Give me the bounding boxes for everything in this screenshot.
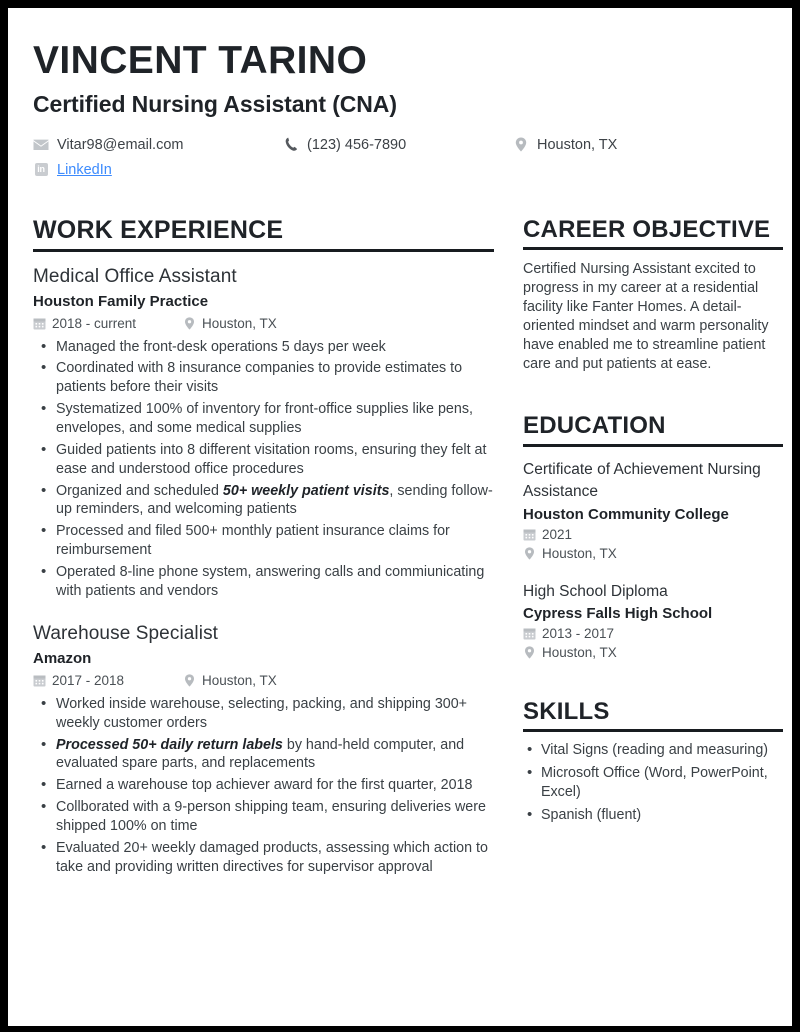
bullet-text: Systematized 100% of inventory for front-office supplies like pens, envelopes, and some medical supplies [56, 401, 473, 437]
section-divider [33, 249, 494, 252]
education-dates [523, 626, 783, 641]
education-school: Cypress Falls High School [523, 605, 713, 623]
resume-page [8, 8, 792, 1026]
job-bullet [33, 839, 494, 877]
job-dates-text: 2017 - 2018 [52, 672, 125, 688]
job-dates-text: 2018 - current [52, 315, 137, 331]
bullet-text-tail: , sending follow-up reminders, and welcoming patients [56, 482, 493, 518]
education-dates-text: 2013 - 2017 [542, 626, 615, 642]
calendar-icon [523, 528, 536, 541]
job-bullet [33, 441, 494, 479]
calendar-icon [523, 627, 536, 640]
contact-line-2 [33, 157, 767, 182]
job-organization: Houston Family Practice [33, 292, 209, 310]
location-pin-icon [513, 137, 529, 153]
location-pin-icon [523, 646, 536, 659]
bullet-text: Evaluated 20+ weekly damaged products, assessing which action to take and providing written directives for supervisor approval [56, 839, 488, 875]
contact-line-1 [33, 132, 767, 157]
education-school: Houston Community College [523, 505, 729, 523]
education-degree: Certificate of Achievement Nursing Assistance [523, 460, 761, 501]
job-bullet [33, 798, 494, 836]
work-experience-heading: WORK EXPERIENCE [33, 216, 284, 245]
location-pin-icon [183, 317, 196, 330]
skills-section [523, 698, 783, 825]
location-pin-icon [183, 674, 196, 687]
bullet-text: Organized and scheduled [56, 482, 223, 499]
job-bullet-list [33, 338, 494, 601]
education-location [523, 546, 783, 561]
bullet-text: Operated 8-line phone system, answering calls and commiunicating with patients and vendors [56, 564, 485, 599]
candidate-name: VINCENT TARINO [33, 39, 368, 82]
career-objective-section [523, 216, 783, 374]
job-bullet-list [33, 695, 494, 877]
education-dates-text: 2021 [542, 526, 573, 542]
education-location-text: Houston, TX [542, 645, 617, 661]
career-objective-text: Certified Nursing Assistant excited to progress in my career at a residential facility like Fanter Homes. A detail-oriented mindset and warm personality have enabled me to streamline patient care and put patients at ease. [523, 261, 769, 373]
bullet-emphasis: 50+ weekly patient visits [222, 482, 390, 499]
job-location [183, 673, 277, 688]
education-dates [523, 527, 783, 542]
job-role: Medical Office Assistant [33, 265, 237, 287]
calendar-icon [33, 674, 46, 687]
location-text: Houston, TX [537, 136, 618, 153]
email-text: Vitar98@email.com [57, 136, 184, 153]
job-bullet [33, 482, 494, 520]
job-entry [33, 623, 494, 877]
contact-phone[interactable] [283, 137, 513, 153]
bullet-text: Processed and filed 500+ monthly patient insurance claims for reimbursement [56, 523, 450, 559]
job-bullet [33, 400, 494, 438]
bullet-text: Collborated with a 9-person shipping team, ensuring deliveries were shipped 100% on time [56, 799, 486, 834]
contact-block [33, 132, 767, 182]
education-heading: EDUCATION [523, 412, 666, 440]
email-icon [33, 137, 49, 153]
bullet-emphasis: Processed 50+ daily return labels [56, 736, 283, 753]
job-bullet [33, 338, 494, 357]
resume-body [33, 216, 771, 879]
candidate-job-title: Certified Nursing Assistant (CNA) [33, 91, 397, 118]
education-section [523, 412, 783, 660]
job-location-text: Houston, TX [202, 315, 277, 331]
job-entry [33, 266, 494, 601]
education-location [523, 645, 783, 660]
work-experience-section [33, 216, 494, 876]
education-location-text: Houston, TX [542, 545, 617, 561]
skill-item: • Spanish (fluent) [523, 806, 783, 825]
section-divider [523, 729, 783, 732]
job-role: Warehouse Specialist [33, 622, 219, 644]
job-dates [33, 316, 183, 331]
phone-text: (123) 456-7890 [307, 136, 407, 153]
right-column [523, 216, 783, 879]
contact-email[interactable] [33, 137, 283, 153]
calendar-icon [33, 317, 46, 330]
skill-item: • Microsoft Office (Word, PowerPoint, Excel) [523, 764, 783, 802]
education-entry [523, 581, 783, 660]
education-entry [523, 459, 783, 561]
contact-linkedin[interactable] [33, 162, 112, 178]
linkedin-icon: in [33, 162, 49, 178]
bullet-text: Worked inside warehouse, selecting, packing, and shipping 300+ weekly customer orders [56, 695, 468, 731]
job-organization: Amazon [33, 649, 92, 667]
left-column [33, 216, 494, 879]
section-divider [523, 444, 783, 447]
job-meta [33, 316, 494, 331]
contact-location [513, 137, 617, 153]
job-bullet [33, 776, 494, 795]
bullet-text: Earned a warehouse top achiever award for the first quarter, 2018 [56, 777, 473, 794]
column-gap [494, 216, 523, 879]
bullet-text: Coordinated with 8 insurance companies to provide estimates to patients before their visits [56, 360, 463, 396]
resume-header [33, 40, 767, 182]
location-pin-icon [523, 547, 536, 560]
job-dates [33, 673, 183, 688]
job-meta [33, 673, 494, 688]
job-bullet [33, 359, 494, 397]
bullet-text: Managed the front-desk operations 5 days per week [56, 338, 386, 355]
job-location-text: Houston, TX [202, 672, 277, 688]
job-bullet [33, 695, 494, 733]
section-divider [523, 247, 783, 250]
skills-list [523, 741, 783, 825]
job-location [183, 316, 277, 331]
job-bullet [33, 736, 494, 774]
linkedin-link[interactable]: LinkedIn [57, 161, 112, 178]
job-bullet [33, 522, 494, 560]
bullet-text-tail: by hand-held computer, and evaluated spare parts, and replacements [56, 736, 465, 772]
education-degree: High School Diploma [523, 582, 668, 600]
skills-heading: SKILLS [523, 698, 610, 726]
bullet-text: Guided patients into 8 different visitation rooms, ensuring they felt at ease and understood office procedures [56, 441, 487, 477]
career-objective-heading: CAREER OBJECTIVE [523, 216, 771, 244]
job-bullet [33, 563, 494, 601]
phone-icon [283, 137, 299, 153]
skill-item: • Vital Signs (reading and measuring) [523, 741, 783, 760]
